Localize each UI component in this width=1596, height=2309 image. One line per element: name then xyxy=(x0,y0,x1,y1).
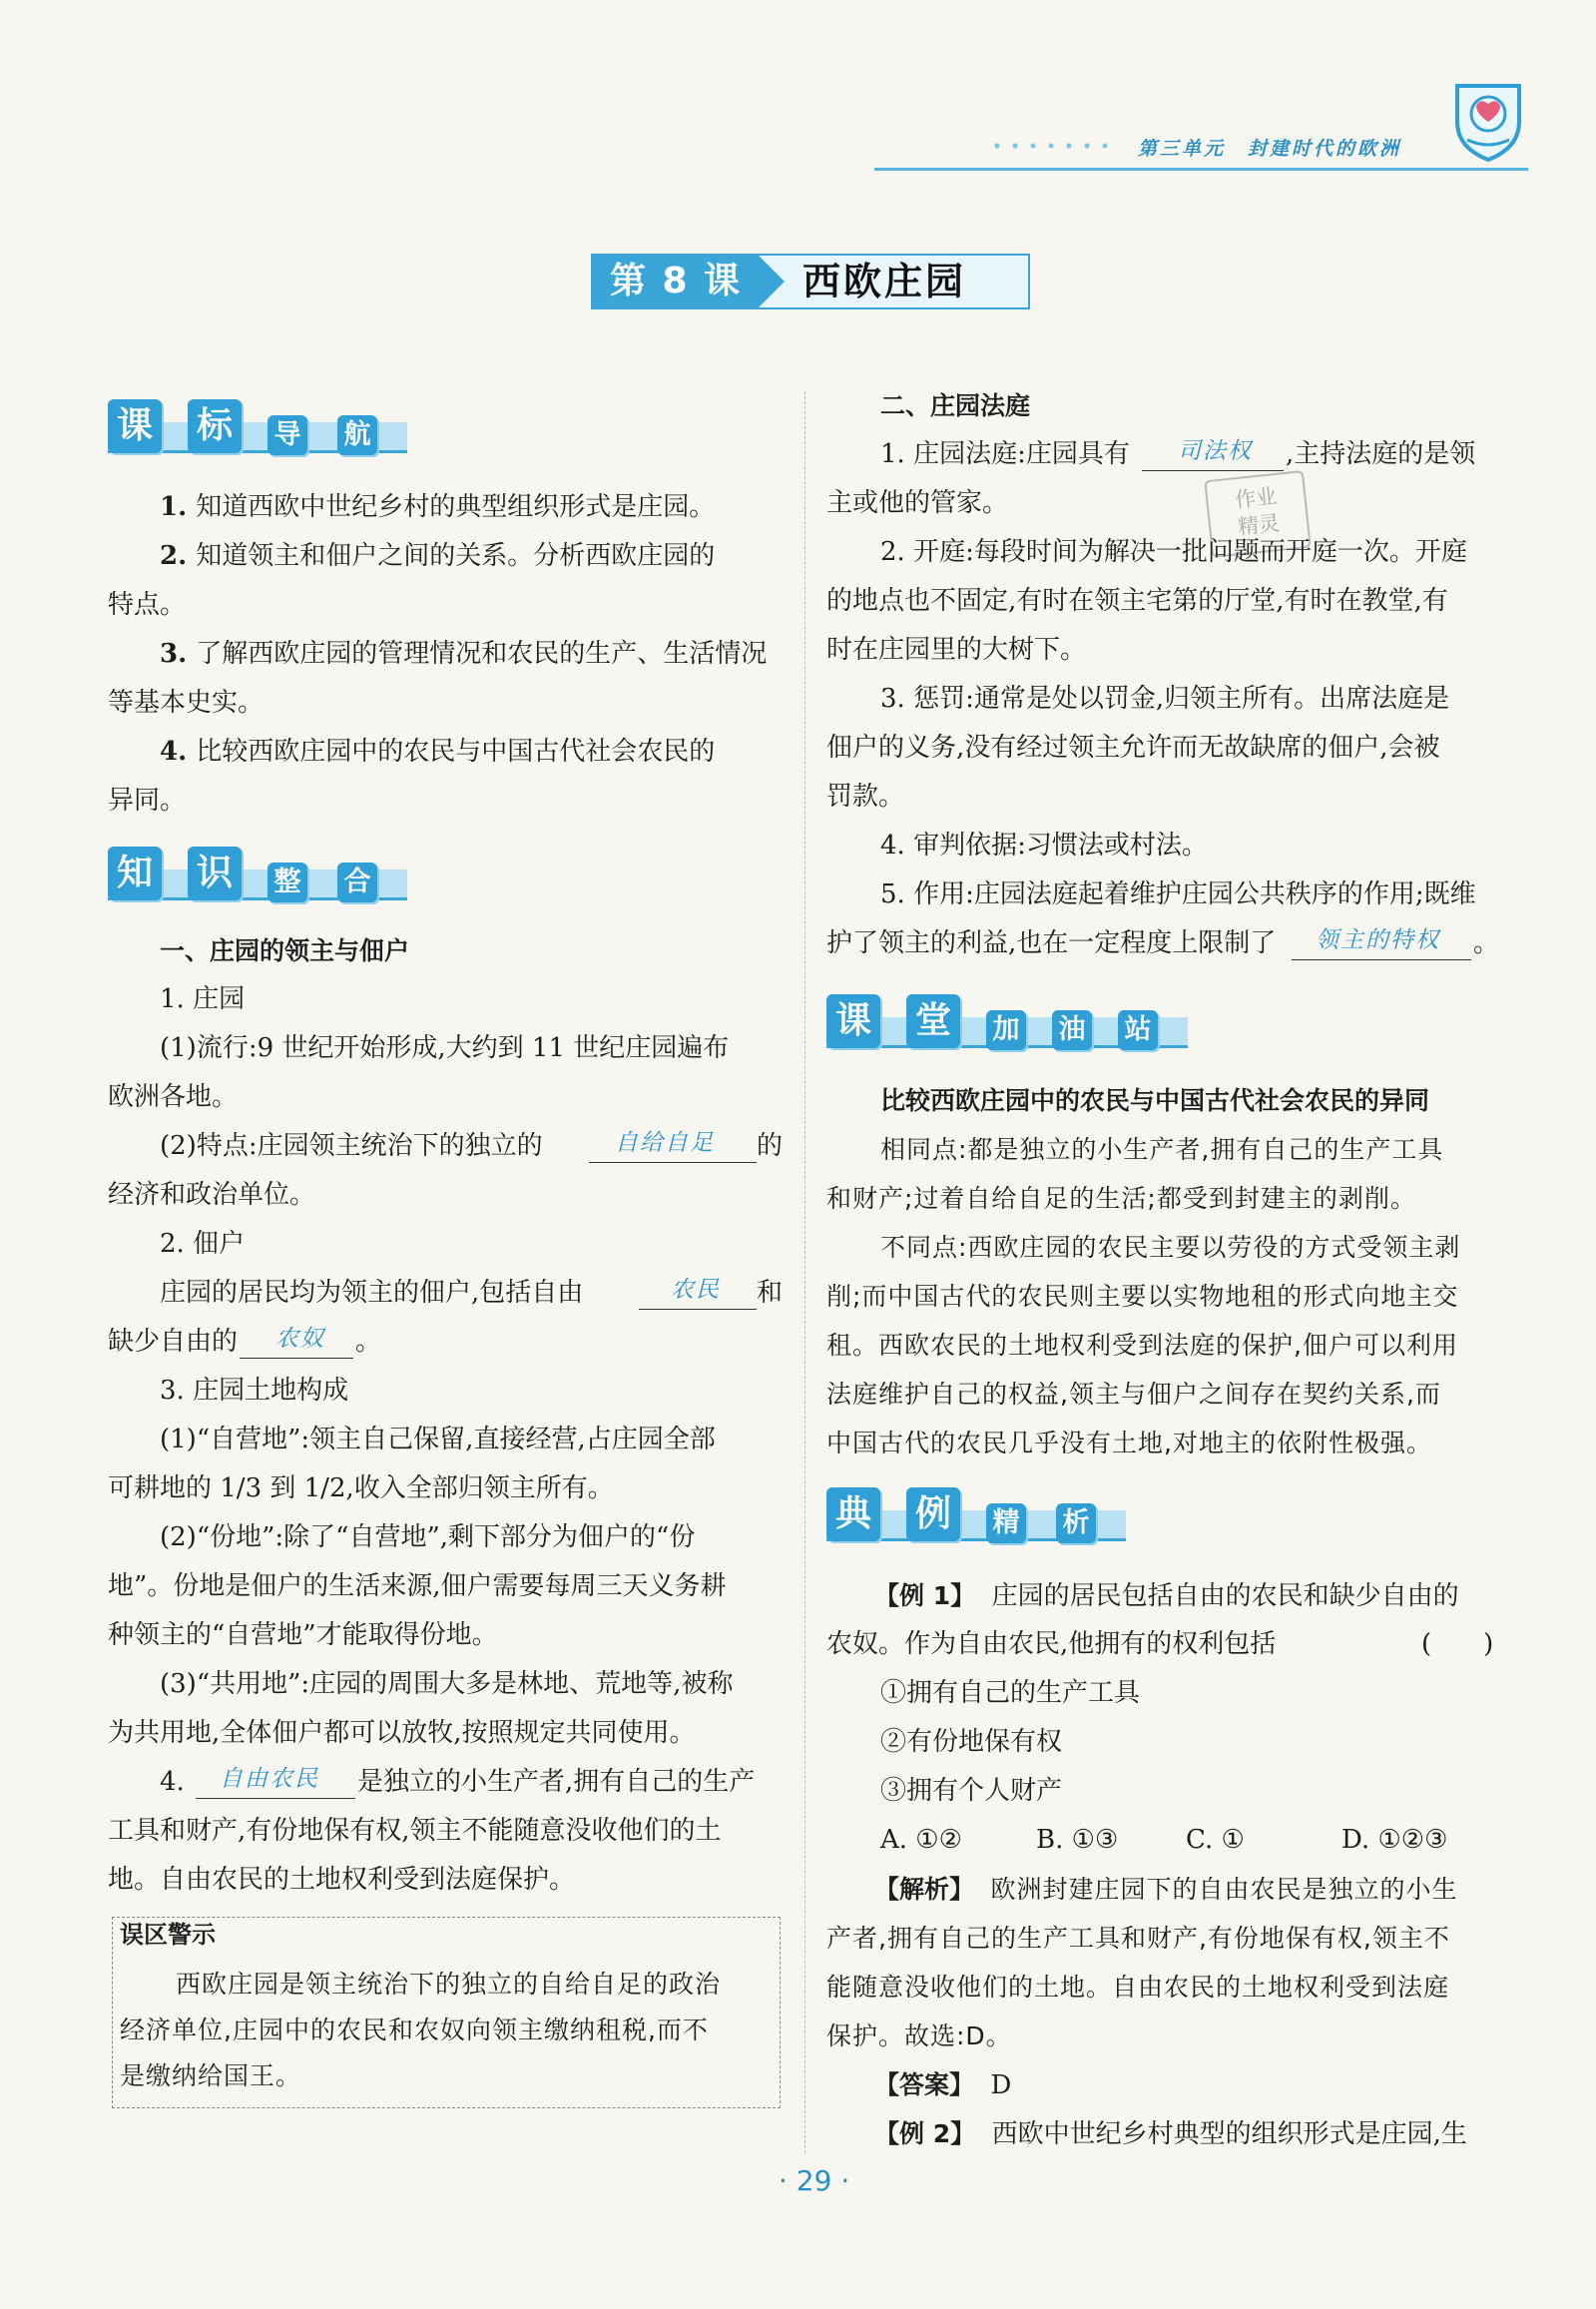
lesson-title-box xyxy=(591,254,1030,309)
page-number: · 29 · xyxy=(779,2164,850,2197)
answer-blank xyxy=(1142,470,1284,471)
part1-subheading: 2. 佃户 xyxy=(160,1229,246,1259)
text-line: 的 xyxy=(757,1131,784,1161)
section-banner-kebiao xyxy=(108,397,407,463)
watermark-stamp: 作业 精灵 xyxy=(1204,470,1312,558)
text-line: (2)“份地”:除了“自营地”,剩下部分为佃户的“份 xyxy=(160,1522,696,1552)
kebiao-item: 3. 了解西欧庄园的管理情况和农民的生产、生活情况 xyxy=(160,639,768,669)
text-line: 地。自由农民的土地权利受到法庭保护。 xyxy=(108,1865,576,1895)
analysis-line: 能随意没收他们的土地。自由农民的土地权利受到法庭 xyxy=(826,1973,1450,2002)
option: ①拥有自己的生产工具 xyxy=(880,1678,1141,1708)
choice: C. ① xyxy=(1186,1825,1245,1855)
warning-line: 西欧庄园是领主统治下的独立的自给自足的政治 xyxy=(176,1970,722,1999)
answer-blank xyxy=(639,1309,757,1310)
text-line: 和 xyxy=(757,1278,784,1308)
part2-heading: 二、庄园法庭 xyxy=(880,391,1031,420)
ketang-line: 和财产;过着自给自足的生活;都受到封建主的剥削。 xyxy=(826,1184,1416,1213)
kebiao-item: 4. 比较西欧庄园中的农民与中国古代社会农民的 xyxy=(160,737,716,767)
text-line: 农奴。作为自由农民,他拥有的权利包括 xyxy=(826,1629,1277,1659)
text-line: 的地点也不固定,有时在领主宅第的厅堂,有时在教堂,有 xyxy=(826,586,1448,616)
text-line: 。 xyxy=(355,1327,382,1357)
column-divider xyxy=(804,391,805,2153)
handwritten-answer: 农奴 xyxy=(275,1326,325,1352)
text-line: 5. 作用:庄园法庭起着维护庄园公共秩序的作用;既维 xyxy=(880,879,1476,909)
text-line: 为共用地,全体佃户都可以放牧,按照规定共同使用。 xyxy=(108,1718,696,1748)
banner-char: 油 xyxy=(1052,1010,1092,1050)
banner-char: 析 xyxy=(1056,1503,1096,1543)
text-line: 佃户的义务,没有经过领主允许而无故缺席的佃户,会被 xyxy=(826,733,1440,763)
warning-title: 误区警示 xyxy=(120,1921,216,1949)
section-banner-zhishi xyxy=(108,845,407,910)
kebiao-item: 2. 知道领主和佃户之间的关系。分析西欧庄园的 xyxy=(160,541,716,571)
banner-char: 导 xyxy=(267,415,307,455)
banner-char: 课 xyxy=(826,994,880,1048)
text-line: 缺少自由的 xyxy=(108,1327,239,1357)
kebiao-item: 异同。 xyxy=(108,786,187,816)
text-line: 时在庄园里的大树下。 xyxy=(826,635,1087,665)
text-line: (3)“共用地”:庄园的周围大多是林地、荒地等,被称 xyxy=(160,1669,734,1699)
choice: D. ①②③ xyxy=(1341,1825,1448,1855)
warning-line: 经济单位,庄园中的农民和农奴向领主缴纳租税,而不 xyxy=(120,2016,709,2044)
kebiao-item: 等基本史实。 xyxy=(108,688,265,718)
analysis: 【解析】 欧洲封建庄园下的自由农民是独立的小生 xyxy=(874,1875,1458,1904)
text-line: ,主持法庭的是领 xyxy=(1286,439,1476,469)
answer-parentheses: ( ) xyxy=(1421,1629,1494,1659)
section-banner-ketang xyxy=(826,992,1188,1058)
option: ②有份地保有权 xyxy=(880,1727,1063,1757)
part1-subheading: 1. 庄园 xyxy=(160,984,246,1014)
banner-char: 合 xyxy=(337,863,377,902)
banner-char: 标 xyxy=(188,399,242,453)
answer-blank xyxy=(240,1358,353,1359)
ketang-line: 中国古代的农民几乎没有土地,对地主的依附性极强。 xyxy=(826,1429,1432,1457)
analysis-line: 产者,拥有自己的生产工具和财产,有份地保有权,领主不 xyxy=(826,1924,1450,1953)
option: ③拥有个人财产 xyxy=(880,1776,1063,1806)
answer: 【答案】 D xyxy=(874,2070,1012,2100)
text-line: 3. 惩罚:通常是处以罚金,归领主所有。出席法庭是 xyxy=(880,684,1450,714)
warning-line: 是缴纳给国王。 xyxy=(120,2061,302,2090)
handwritten-answer: 农民 xyxy=(671,1277,721,1303)
lesson-title: 西欧庄园 xyxy=(802,260,967,303)
answer-blank xyxy=(1292,959,1471,960)
example1-question: 【例 1】 庄园的居民包括自由的农民和缺少自由的 xyxy=(874,1581,1459,1611)
header-rule xyxy=(874,168,1528,171)
banner-char: 典 xyxy=(826,1487,880,1541)
handwritten-answer: 自给自足 xyxy=(615,1130,715,1156)
text-line: 是独立的小生产者,拥有自己的生产 xyxy=(357,1767,756,1797)
handwritten-answer: 司法权 xyxy=(1178,438,1253,464)
part1-heading: 一、庄园的领主与佃户 xyxy=(160,936,410,965)
text-line: 。 xyxy=(1473,928,1500,958)
text-line: 经济和政治单位。 xyxy=(108,1180,316,1210)
text-line: 1. 庄园法庭:庄园具有 xyxy=(880,439,1130,469)
text-line: 4. xyxy=(160,1767,185,1797)
answer-blank xyxy=(589,1162,757,1163)
handwritten-answer: 领主的特权 xyxy=(1316,927,1440,953)
example2-question: 【例 2】 西欧中世纪乡村典型的组织形式是庄园,生 xyxy=(874,2119,1467,2149)
lesson-number: 第 8 课 xyxy=(593,256,759,307)
banner-char: 堂 xyxy=(906,994,960,1048)
choice: A. ①② xyxy=(880,1825,962,1855)
section-banner-dianli xyxy=(826,1485,1126,1551)
header-decoration xyxy=(988,138,1118,154)
banner-char: 课 xyxy=(108,399,162,453)
text-line: 庄园的居民均为领主的佃户,包括自由 xyxy=(160,1278,584,1308)
text-line: (2)特点:庄园领主统治下的独立的 xyxy=(160,1131,543,1161)
ketang-title: 比较西欧庄园中的农民与中国古代社会农民的异同 xyxy=(880,1086,1430,1115)
answer-blank xyxy=(196,1798,355,1799)
banner-char: 识 xyxy=(188,847,242,900)
ketang-line: 不同点:西欧庄园的农民主要以劳役的方式受领主剥 xyxy=(880,1233,1461,1262)
text-line: 2. 开庭:每段时间为解决一批问题而开庭一次。开庭 xyxy=(880,537,1467,567)
banner-char: 知 xyxy=(108,847,162,900)
banner-char: 站 xyxy=(1118,1010,1158,1050)
school-logo-icon xyxy=(1449,78,1527,162)
kebiao-item: 特点。 xyxy=(108,590,187,620)
text-line: 工具和财产,有份地保有权,领主不能随意没收他们的土 xyxy=(108,1816,722,1846)
text-line: 主或他的管家。 xyxy=(826,488,1009,518)
analysis-line: 保护。故选:D。 xyxy=(826,2021,1012,2050)
ketang-line: 相同点:都是独立的小生产者,拥有自己的生产工具 xyxy=(880,1135,1444,1164)
text-line: 可耕地的 1/3 到 1/2,收入全部归领主所有。 xyxy=(108,1473,614,1503)
banner-char: 整 xyxy=(267,863,307,902)
ketang-line: 法庭维护自己的权益,领主与佃户之间存在契约关系,而 xyxy=(826,1380,1441,1409)
banner-char: 航 xyxy=(337,415,377,455)
ketang-line: 租。西欧农民的土地权利受到法庭的保护,佃户可以利用 xyxy=(826,1331,1458,1360)
handwritten-answer: 自由农民 xyxy=(220,1766,319,1792)
text-line: 罚款。 xyxy=(826,782,905,812)
text-line: 4. 审判依据:习惯法或村法。 xyxy=(880,831,1208,861)
text-line: (1)“自营地”:领主自己保留,直接经营,占庄园全部 xyxy=(160,1425,716,1454)
text-line: 护了领主的利益,也在一定程度上限制了 xyxy=(826,928,1277,958)
text-line: 地”。份地是佃户的生活来源,佃户需要每周三天义务耕 xyxy=(108,1571,727,1601)
text-line: 欧洲各地。 xyxy=(108,1082,239,1112)
text-line: (1)流行:9 世纪开始形成,大约到 11 世纪庄园遍布 xyxy=(160,1033,730,1063)
kebiao-item: 1. 知道西欧中世纪乡村的典型组织形式是庄园。 xyxy=(160,492,716,522)
banner-char: 加 xyxy=(986,1010,1026,1050)
banner-char: 例 xyxy=(906,1487,960,1541)
ketang-line: 削;而中国古代的农民则主要以实物地租的形式向地主交 xyxy=(826,1282,1459,1311)
part1-subheading: 3. 庄园土地构成 xyxy=(160,1376,349,1406)
unit-title: 第三单元 封建时代的欧洲 xyxy=(1138,138,1402,160)
banner-char: 精 xyxy=(986,1503,1026,1543)
choice: B. ①③ xyxy=(1036,1825,1119,1855)
text-line: 种领主的“自营地”才能取得份地。 xyxy=(108,1620,498,1650)
